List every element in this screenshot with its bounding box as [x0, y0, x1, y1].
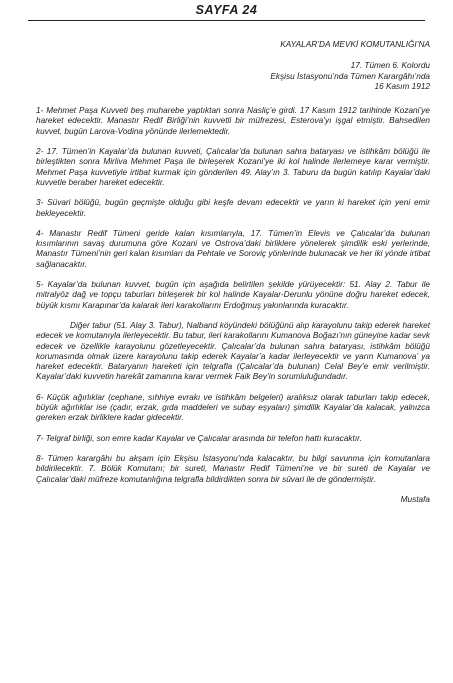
sender-block: [36, 61, 430, 92]
paragraph-5-continued: Diğer tabur (51. Alay 3. Tabur), Nalband köyündeki bölüğünü alıp karayolunu takip ederek hareket edecek ve komutanıyla ilerleyecektir. Bu tabur, ileri karakollarını Kumanova Boğazı’nın güneyine kadar sevk edecek ve özellikle karayolunu gözetleyecektir. Çalıcalar’da bulunan sahra bataryası, istihkâm bölüğü korumasında olmak üzere karayolunu takip ederek Kayalar’a kadar ilerleyecektir ve yarın Kumanova’ ya hareket edecektir. Bataryanın hareketi için telgrafla (Çalıcalar’da bulunan) Celal Bey’e emir verilmiştir. Kayalar’daki kuvvetin harekât zamanına karar vermek Faik Bey’in sorumluluğundadır.: [36, 320, 430, 382]
page-title: SAYFA 24: [195, 3, 258, 17]
paragraph-1: 1- Mehmet Paşa Kuvveti beş muharebe yaptıktan sonra Nasliç’e girdi. 17 Kasım 1912 tarihinde Kozani’ye hareket edecektir. Manastır Redif Birliği’nin kuvvetli bir müfrezesi, Esterova’yı işgal etmiştir. Bahsedilen kuvvet, bugün Larova-Vodina yönünde ilerlemektedir.: [36, 106, 430, 136]
page-header: [0, 0, 453, 22]
paragraph-6: 6- Küçük ağırlıklar (cephane, sıhhiye evrakı ve istihkâm belgeleri) aralıksız olarak taburları takip edecek, büyük ağırlıklar ise (çadır, erzak, gıda maddeleri ve subay eşyaları) şimdilik Kayalar’da kalacak, yalnızca gereken erzak birliklere kadar gidecektir.: [36, 392, 430, 423]
sender-location: Ekşisu İstasyonu’nda Tümen Karargâhı’nda: [270, 71, 430, 81]
addressee: KAYALAR’DA MEVKİ KOMUTANLIĞI’NA: [280, 40, 430, 49]
paragraph-8: 8- Tümen karargâhı bu akşam için Ekşisu İstasyonu’nda kalacaktır, bu bilgi savunma için komutanlara bildirilecektir. 7. Bölük Komutanı; bir sureti, Manastır Redif Tümeni’ne ve bir sureti de Kayalar ve Çalıcalar’daki müfreze komutanlığına telgrafla bildirdikten sonra bir süvari ile de göndermiştir.: [36, 453, 430, 484]
document-body: [36, 40, 430, 505]
header-rule: [28, 20, 425, 21]
sender-date: 16 Kasım 1912: [374, 81, 430, 91]
paragraph-7: 7- Telgraf birliği, son emre kadar Kayalar ve Çalıcalar arasında bir telefon hattı kuracaktır.: [36, 433, 362, 443]
paragraph-2: 2- 17. Tümen’in Kayalar’da bulunan kuvveti, Çalıcalar’da bulunan sahra bataryası ve istihkâm bölüğü ile birleştikten sonra Mirliva Mehmet Paşa ile birleşerek Kozani’ye iki kol halinde ilerlemeye karar vermiştir. Mehmet Paşa kuvvetiyle irtibat kurmak için gönderilen 49. Alay’ın 3. Taburu da bugün katılıp Kayalar’daki kuvvetle beraber hareket edecektir.: [36, 147, 430, 187]
signature: Mustafa: [400, 494, 430, 504]
paragraph-4: 4- Manastır Redif Tümeni geride kalan kısımlarıyla, 17. Tümen’in Elevis ve Çalıcalar’da bulunan kısımlarının savaş durumuna göre Kozani ve Ostrova’daki birliklere yönelerek şimdilik eski yerlerinde, Manastır Tümeni’nin geri kalan kısımları da Pehtale ve Soroviç yönlerinde bulunacak ve her iki yönde irtibat sağlanacaktır.: [36, 228, 430, 269]
sender-unit: 17. Tümen 6. Kolordu: [350, 61, 430, 71]
paragraph-5: 5- Kayalar’da bulunan kuvvet, bugün için aşağıda belirtilen şekilde yürüyecektir: 51. Alay 2. Tabur ile mitralyöz dağ ve topçu taburları birleşerek bir kol halinde Kayalar-Derunlu yönüne doğru hareket edecek, büyük kısmı Karapınar’da kalarak ileri karakollarını Erdoğmuş yakınlarında kuracaktır.: [36, 280, 430, 310]
paragraph-3: 3- Süvari bölüğü, bugün geçmişte olduğu gibi keşfe devam edecektir ve yarın ki hareket için yeni emir bekleyecektir.: [36, 198, 430, 218]
